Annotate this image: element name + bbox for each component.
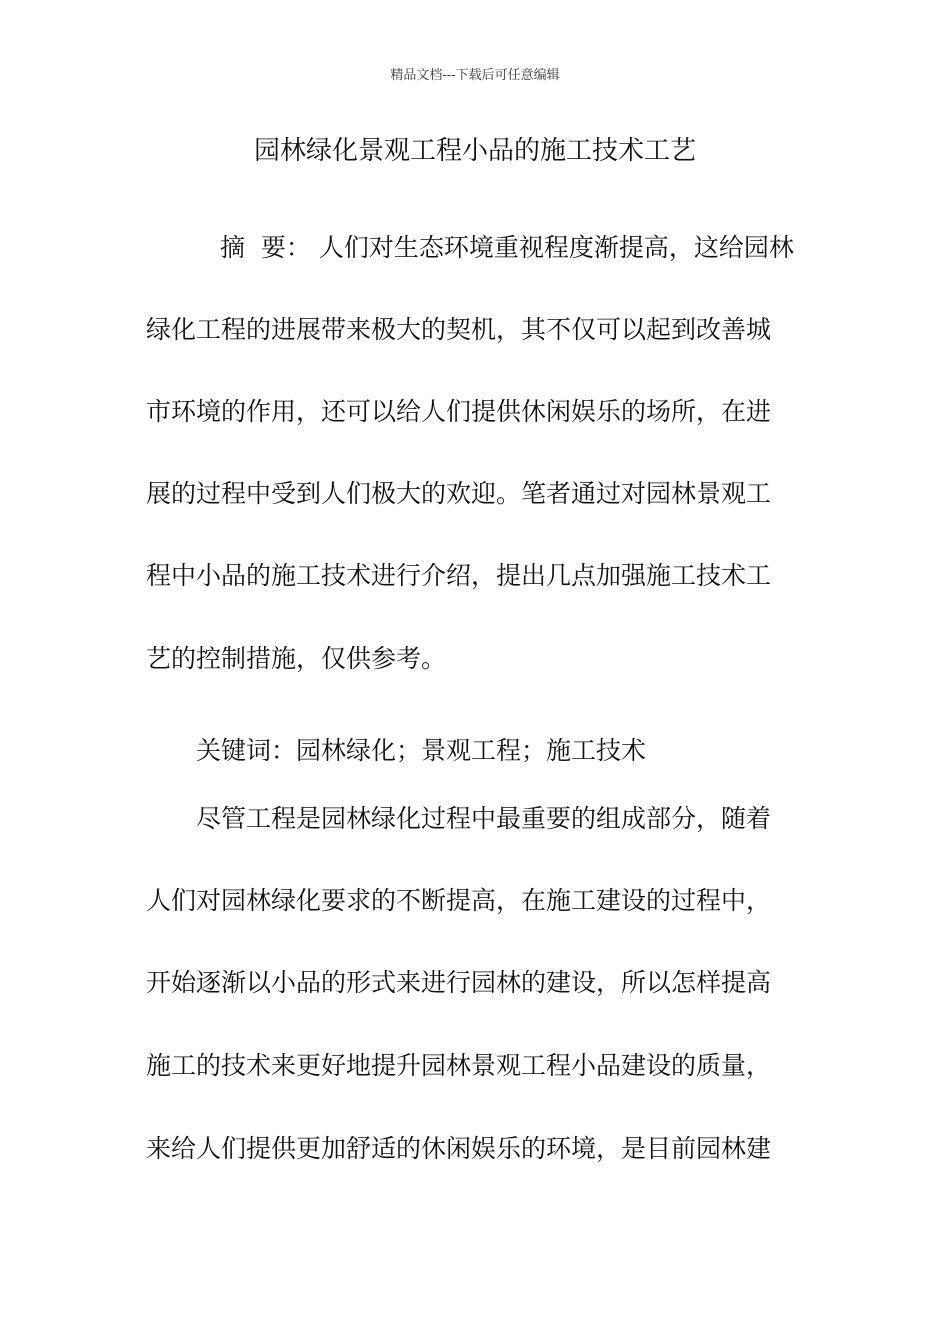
body-line: 尽管工程是园林绿化过程中最重要的组成部分，随着 bbox=[196, 804, 772, 833]
abstract-line bbox=[220, 232, 794, 264]
header-note: 精品文档---下载后可任意编辑 bbox=[390, 68, 560, 83]
abstract-line: 艺的控制措施，仅供参考。 bbox=[146, 644, 447, 673]
abstract-line-text: 人们对生态环境重视程度渐提高，这给园林 bbox=[318, 233, 794, 262]
abstract-line: 绿化工程的进展带来极大的契机，其不仅可以起到改善城 bbox=[146, 315, 772, 344]
document-title: 园林绿化景观工程小品的施工技术工艺 bbox=[253, 136, 696, 166]
keywords-line: 关键词：园林绿化；景观工程；施工技术 bbox=[196, 736, 647, 765]
abstract-label: 摘 要： bbox=[220, 233, 311, 262]
body-line: 开始逐渐以小品的形式来进行园林的建设，所以怎样提高 bbox=[146, 968, 772, 997]
body-line: 人们对园林绿化要求的不断提高，在施工建设的过程中， bbox=[146, 886, 772, 915]
body-line: 施工的技术来更好地提升园林景观工程小品建设的质量， bbox=[146, 1051, 772, 1080]
abstract-line: 展的过程中受到人们极大的欢迎。笔者通过对园林景观工 bbox=[146, 479, 772, 508]
body-line: 来给人们提供更加舒适的休闲娱乐的环境，是目前园林建 bbox=[146, 1134, 772, 1163]
abstract-line: 程中小品的施工技术进行介绍，提出几点加强施工技术工 bbox=[146, 561, 772, 590]
abstract-line: 市环境的作用，还可以给人们提供休闲娱乐的场所，在进 bbox=[146, 397, 772, 426]
